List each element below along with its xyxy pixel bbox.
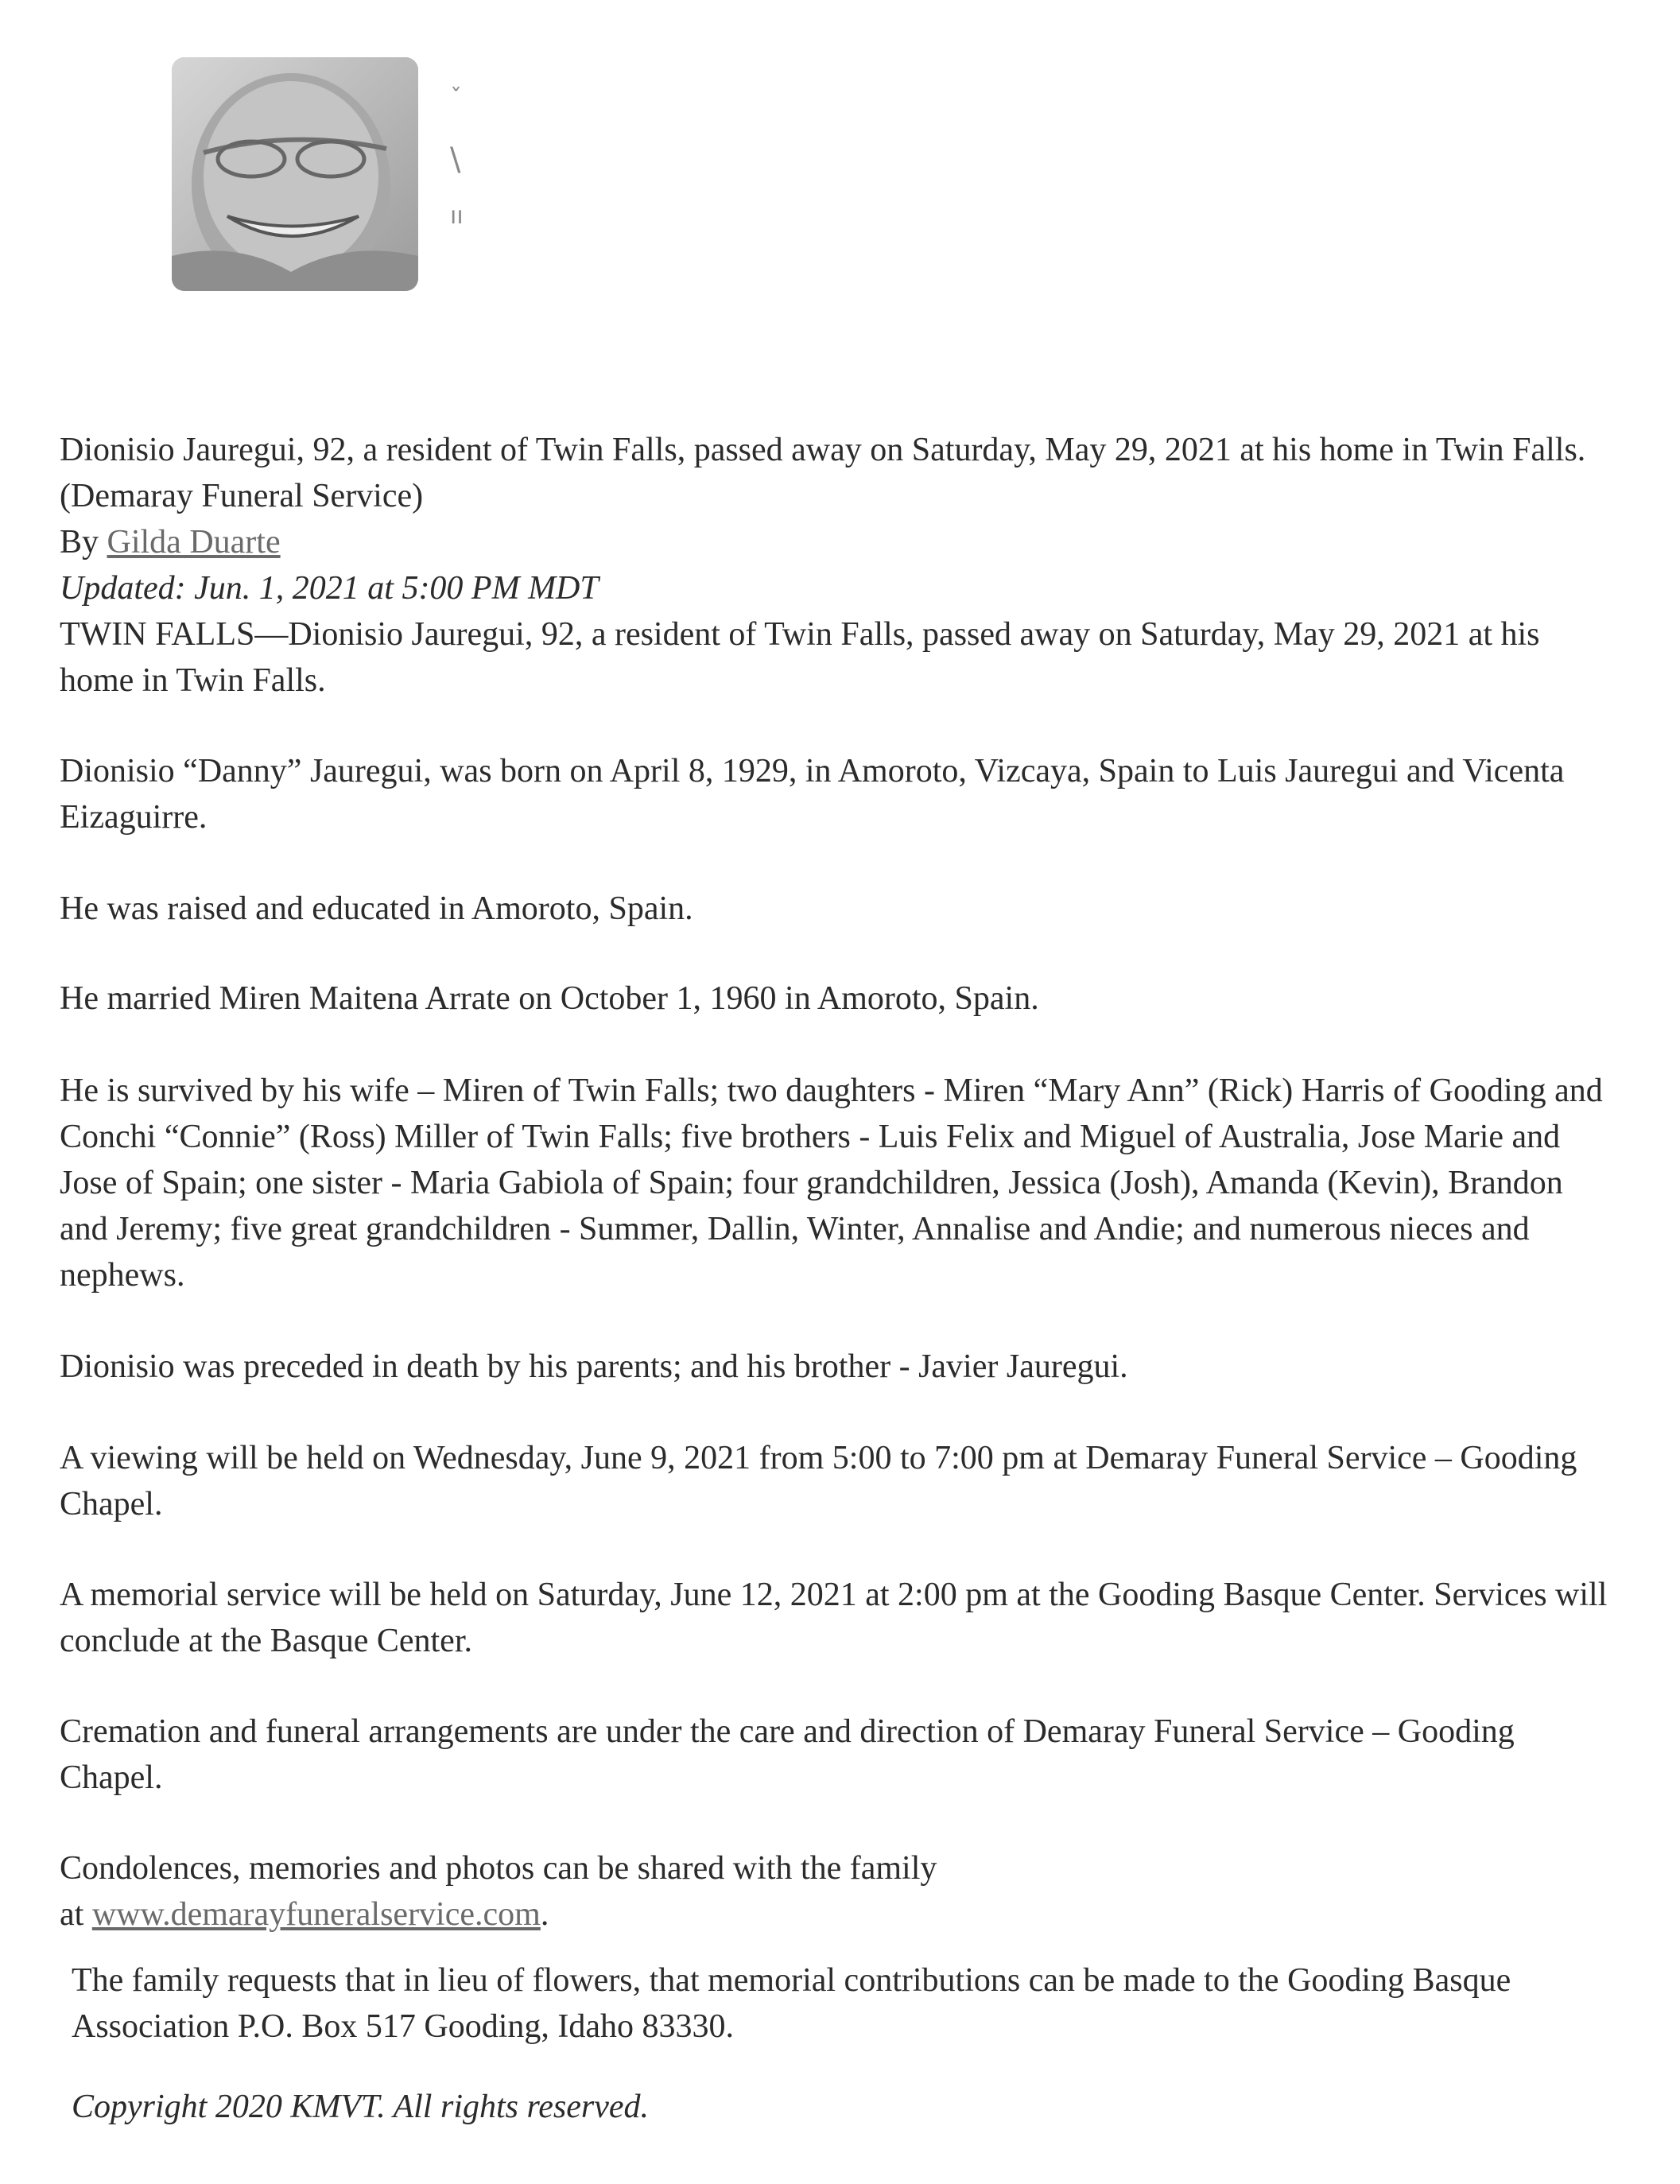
portrait-image bbox=[172, 57, 418, 291]
copyright-notice: Copyright 2020 KMVT. All rights reserved. bbox=[72, 2089, 650, 2125]
condolences-paragraph bbox=[60, 1845, 1618, 1938]
condolences-text: Condolences, memories and photos can be shared with the family bbox=[60, 1850, 937, 1887]
viewing-paragraph: A viewing will be held on Wednesday, June 9, 2021 from 5:00 to 7:00 pm at Demaray Funeral Service – Gooding Chapel. bbox=[60, 1440, 1577, 1523]
condolences-period: . bbox=[540, 1896, 549, 1933]
condolences-at: at bbox=[60, 1896, 84, 1933]
memorial-paragraph: A memorial service will be held on Saturday, June 12, 2021 at 2:00 pm at the Gooding Basque Center. Services will conclude at the Basque Center. bbox=[60, 1577, 1608, 1659]
preceded-paragraph: Dionisio was preceded in death by his parents; and his brother - Javier Jauregui. bbox=[60, 1348, 1128, 1385]
scan-mark: \ bbox=[450, 142, 461, 178]
scan-mark: ıı bbox=[450, 202, 464, 230]
cremation-paragraph: Cremation and funeral arrangements are under the care and direction of Demaray Funeral Service – Gooding Chapel. bbox=[60, 1713, 1515, 1796]
lead-paragraph: TWIN FALLS—Dionisio Jauregui, 92, a resident of Twin Falls, passed away on Saturday, May 29, 2021 at his home in Twin Falls. bbox=[60, 616, 1540, 699]
married-paragraph: He married Miren Maitena Arrate on October 1, 1960 in Amoroto, Spain. bbox=[60, 980, 1039, 1017]
obituary-photo bbox=[172, 57, 418, 291]
website-link[interactable]: www.demarayfuneralservice.com bbox=[91, 1896, 541, 1933]
summary-paragraph: Dionisio Jauregui, 92, a resident of Twin Falls, passed away on Saturday, May 29, 2021 at his home in Twin Falls.(Demaray Funeral Service) bbox=[60, 432, 1586, 514]
author-link[interactable]: Gilda Duarte bbox=[107, 524, 281, 561]
byline-prefix: By bbox=[60, 524, 99, 561]
birth-paragraph: Dionisio “Danny” Jauregui, was born on April 8, 1929, in Amoroto, Vizcaya, Spain to Luis Jauregui and Vicenta Eizaguirre. bbox=[60, 753, 1565, 836]
raised-paragraph: He was raised and educated in Amoroto, Spain. bbox=[60, 890, 693, 927]
flowers-paragraph: The family requests that in lieu of flowers, that memorial contributions can be made to the Gooding Basque Association P.O. Box 517 Gooding, Idaho 83330. bbox=[72, 1962, 1511, 2045]
survived-paragraph: He is survived by his wife – Miren of Twin Falls; two daughters - Miren “Mary Ann” (Rick) Harris of Gooding and Conchi “Connie” (Ross) Miller of Twin Falls; five brothers - Luis Felix and Miguel of Australia, Jose Marie and Jose of Spain; one sister - Maria Gabiola of Spain; four grandchildren, Jessica (Josh), Amanda (Kevin), Brandon and Jeremy; five great grandchildren - Summer, Dallin, Winter, Annalise and Andie; and numerous nieces and nephews. bbox=[60, 1073, 1603, 1294]
updated-timestamp: Updated: Jun. 1, 2021 at 5:00 PM MDT bbox=[60, 570, 599, 607]
scan-mark: ˇ bbox=[450, 84, 462, 112]
byline bbox=[60, 519, 1618, 565]
